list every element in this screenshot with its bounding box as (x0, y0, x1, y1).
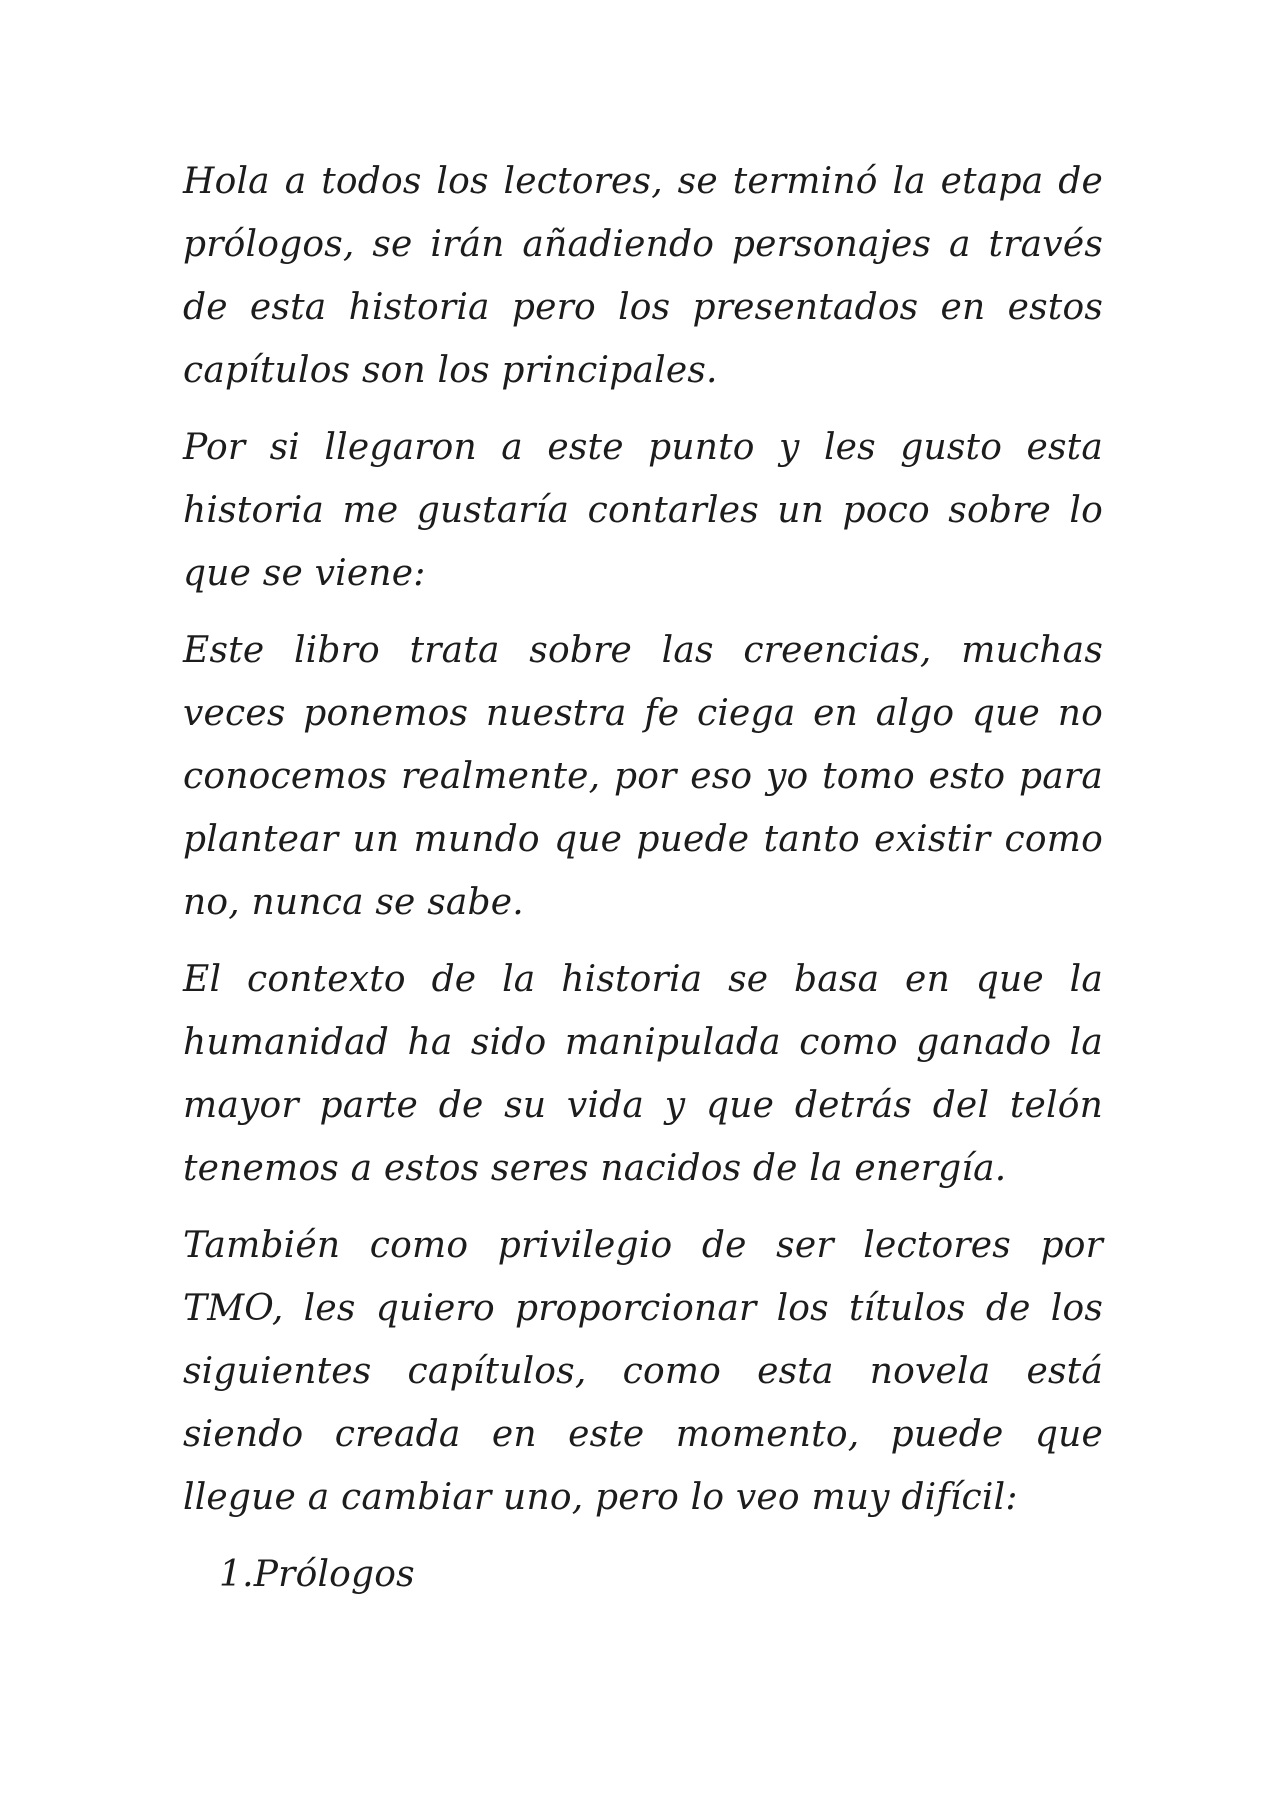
chapter-list (183, 1543, 1103, 1606)
paragraph-chapter-titles: También como privilegio de ser lectores por TMO, les quiero proporcionar los títulos de los siguientes capítulos, como esta novela está siendo creada en este momento, puede que llegue a cambiar uno, pero lo veo muy difícil: (183, 1225, 1103, 1518)
document-body (183, 150, 1103, 1606)
paragraph-book-theme: Este libro trata sobre las creencias, muchas veces ponemos nuestra fe ciega en algo que no conocemos realmente, por eso yo tomo esto para plantear un mundo que puede tanto existir como no, nunca se sabe. (183, 630, 1103, 923)
paragraph-intro: Por si llegaron a este punto y les gusto esta historia me gustaría contarles un poco sobre lo que se viene: (183, 427, 1103, 594)
list-item: 1.Prólogos (219, 1554, 415, 1595)
paragraph-greeting: Hola a todos los lectores, se terminó la etapa de prólogos, se irán añadiendo personajes a través de esta historia pero los presentados en estos capítulos son los principales. (183, 161, 1103, 391)
paragraph-story-context: El contexto de la historia se basa en que la humanidad ha sido manipulada como ganado la mayor parte de su vida y que detrás del telón tenemos a estos seres nacidos de la energía. (183, 959, 1103, 1189)
